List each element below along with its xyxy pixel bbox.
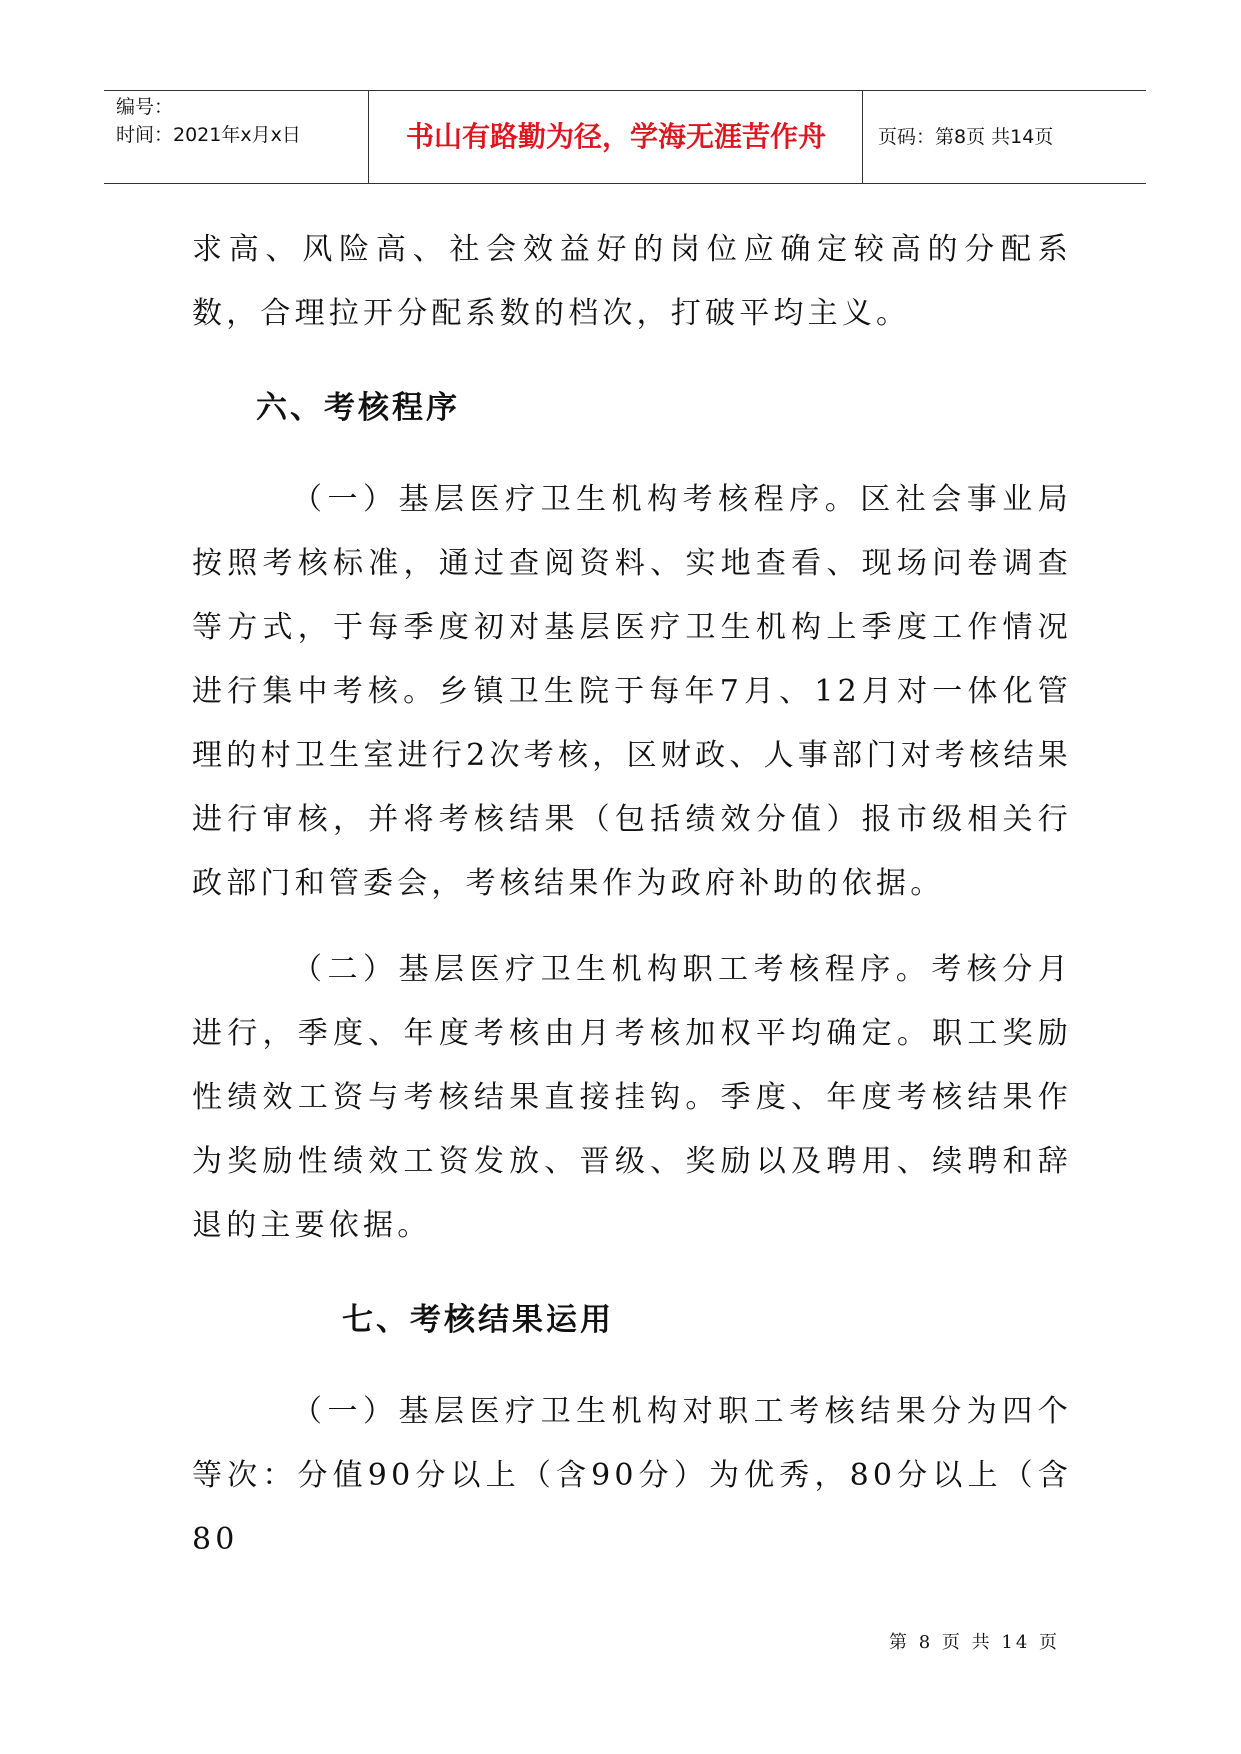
header-motto: 书山有路勤为径，学海无涯苦作舟 [370,91,863,183]
paragraph-staff-assessment: （二）基层医疗卫生机构职工考核程序。考核分月进行，季度、年度考核由月考核加权平均确定。职工奖励性绩效工资与考核结果直接挂钩。季度、年度考核结果作为奖励性绩效工资发放、晋级、奖励以及聘用、续聘和辞退的主要依据。 [192,952,1072,1243]
paragraph-continuation: 求高、风险高、社会效益好的岗位应确定较高的分配系数，合理拉开分配系数的档次，打破平均主义。 [192,232,1072,331]
header-page-number: 页码：第8页 共14页 [878,126,1054,148]
document-time-label: 时间：2021年x月x日 [116,124,301,146]
page-header [104,90,1146,184]
section-heading-result-application: 七、考核结果运用 [342,1302,614,1338]
page-footer: 第 8 页 共 14 页 [889,1632,1060,1653]
header-info-cell [104,91,369,183]
paragraph-institution-assessment: （一）基层医疗卫生机构考核程序。区社会事业局按照考核标准，通过查阅资料、实地查看、现场问卷调查等方式，于每季度初对基层医疗卫生机构上季度工作情况进行集中考核。乡镇卫生院于每年7月、12月对一体化管理的村卫生室进行2次考核，区财政、人事部门对考核结果进行审核，并将考核结果（包括绩效分值）报市级相关行政部门和管委会，考核结果作为政府补助的依据。 [192,482,1072,901]
document-number-label: 编号： [116,96,174,118]
paragraph-grading-levels: （一）基层医疗卫生机构对职工考核结果分为四个等次：分值90分以上（含90分）为优秀，80分以上（含80 [192,1394,1072,1557]
section-heading-assessment-procedure: 六、考核程序 [256,390,460,426]
document-body [192,218,1072,1572]
